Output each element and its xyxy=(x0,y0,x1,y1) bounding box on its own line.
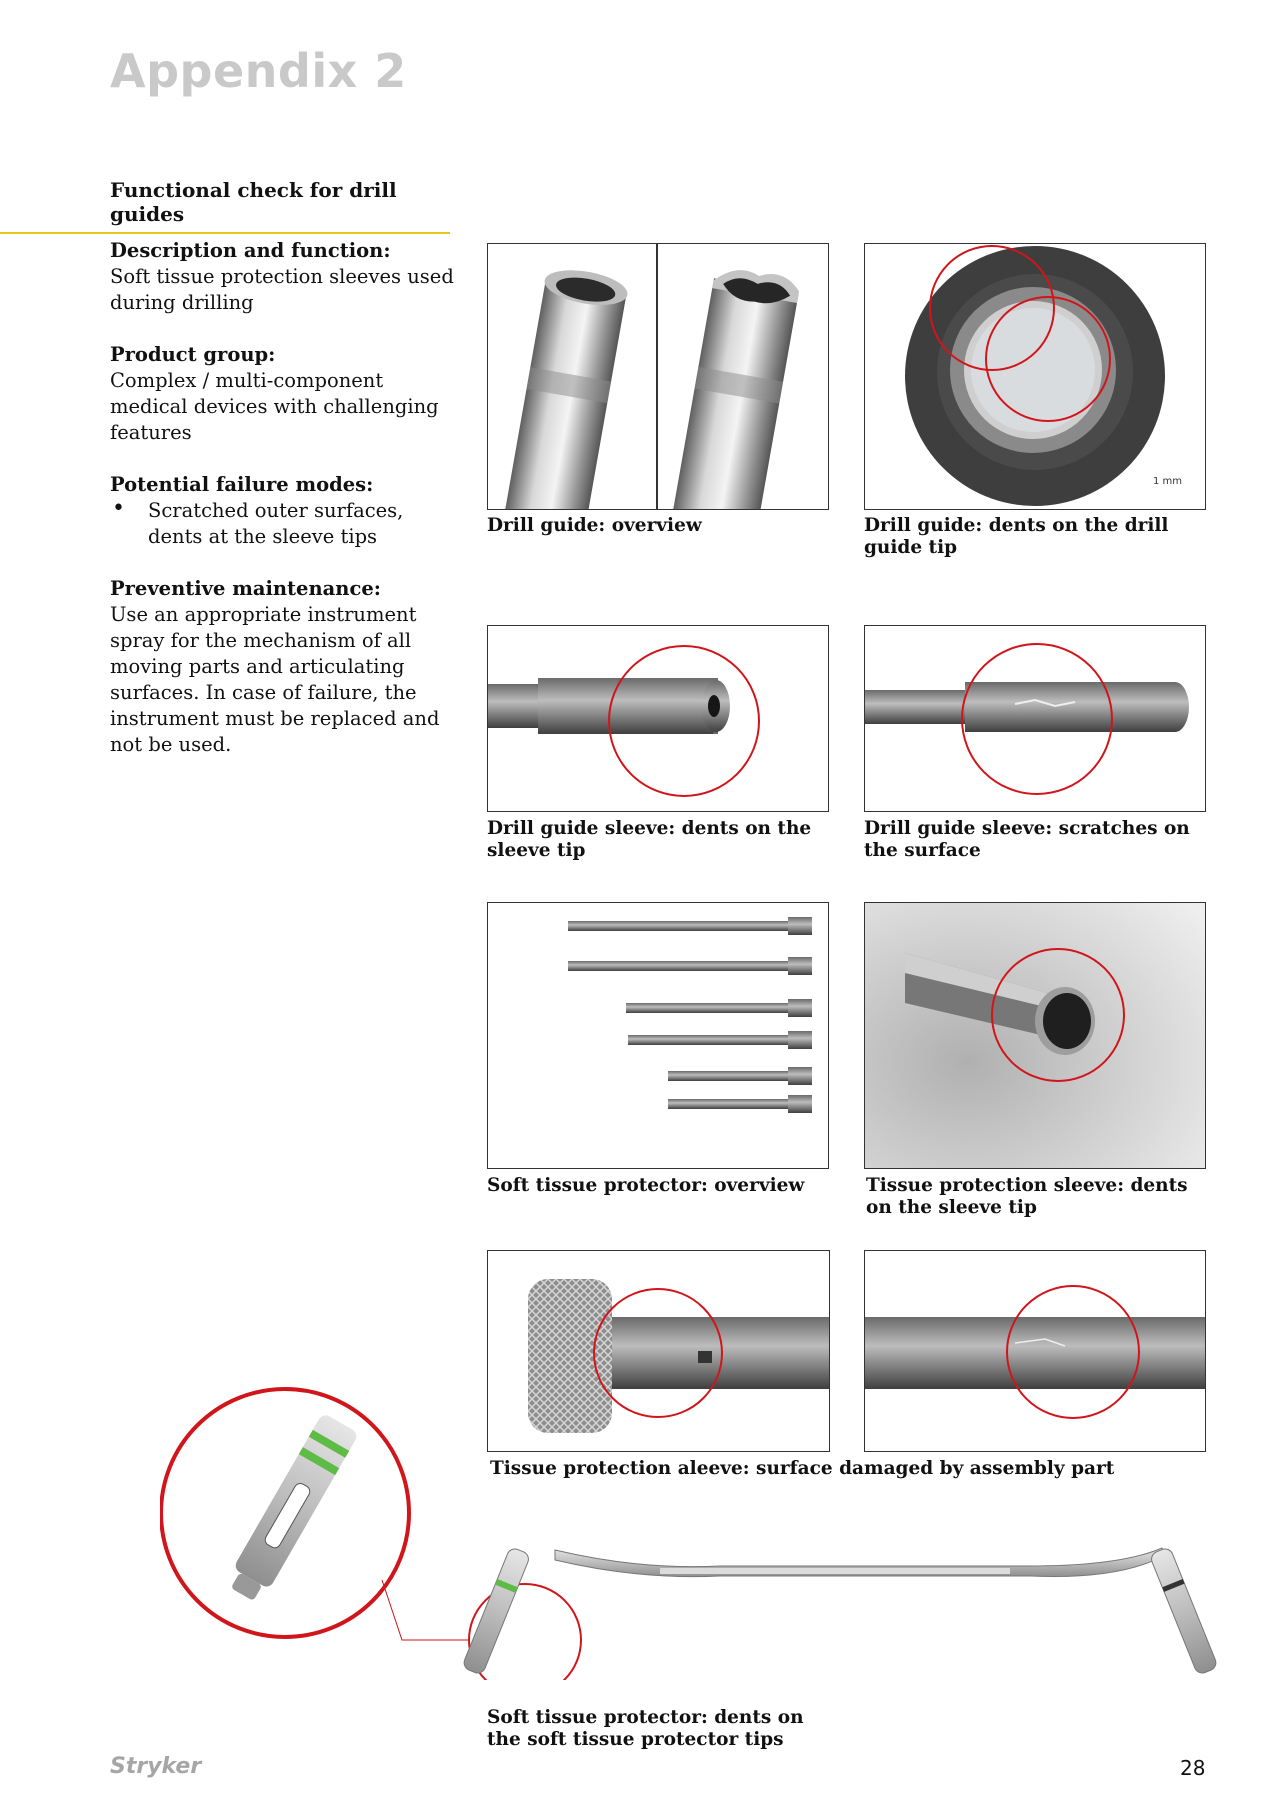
failure-mode-item: • Scratched outer surfaces, dents at the sleeve tips xyxy=(110,498,455,550)
failure-modes-heading: Potential failure modes: xyxy=(110,473,374,496)
product-group-text: Complex / multi-component medical devices with challenging features xyxy=(110,369,439,444)
maintenance-text: Use an appropriate instrument spray for the mechanism of all moving parts and articulating surfaces. In case of failure, the instrument must be replaced and not be used. xyxy=(110,603,440,756)
brand-logo: Stryker xyxy=(110,1754,202,1779)
caption-tissue-sleeve-tip-dents: Tissue protection sleeve: dents on the sleeve tip xyxy=(866,1175,1188,1218)
photo-drill-guide-tip xyxy=(864,243,1206,510)
page-number: 28 xyxy=(1180,1756,1206,1780)
photo-sleeve-scratches xyxy=(864,625,1206,812)
caption-sleeve-tip-dents: Drill guide sleeve: dents on the sleeve tip xyxy=(487,818,812,861)
caption-drill-guide-overview: Drill guide: overview xyxy=(487,515,702,536)
description-heading: Description and function: xyxy=(110,239,391,262)
caption-sleeve-scratches: Drill guide sleeve: scratches on the surface xyxy=(864,818,1190,861)
failure-modes-list xyxy=(110,498,455,550)
soft-tissue-protector-illustration xyxy=(160,1380,1220,1680)
photo-tissue-sleeve-tip-dents xyxy=(864,902,1206,1169)
scale-label: 1 mm xyxy=(1153,476,1183,487)
caption-soft-tissue-protector-overview: Soft tissue protector: overview xyxy=(487,1175,805,1196)
product-group-heading: Product group: xyxy=(110,343,276,366)
section-heading: Functional check for drill guides xyxy=(110,178,397,226)
heading-underline xyxy=(0,232,450,234)
photo-soft-tissue-protector-overview xyxy=(487,902,829,1169)
caption-protector-tips-dents: Soft tissue protector: dents on the soft tissue protector tips xyxy=(487,1707,804,1750)
left-column xyxy=(110,238,455,784)
caption-drill-guide-tip: Drill guide: dents on the drill guide tip xyxy=(864,515,1169,558)
photo-drill-guide-overview xyxy=(487,243,829,510)
description-text: Soft tissue protection sleeves used during drilling xyxy=(110,265,454,314)
caption-assembly-damage: Tissue protection aleeve: surface damaged by assembly part xyxy=(490,1458,1115,1479)
page-title: Appendix 2 xyxy=(110,44,407,98)
maintenance-heading: Preventive maintenance: xyxy=(110,577,381,600)
photo-sleeve-tip-dents xyxy=(487,625,829,812)
